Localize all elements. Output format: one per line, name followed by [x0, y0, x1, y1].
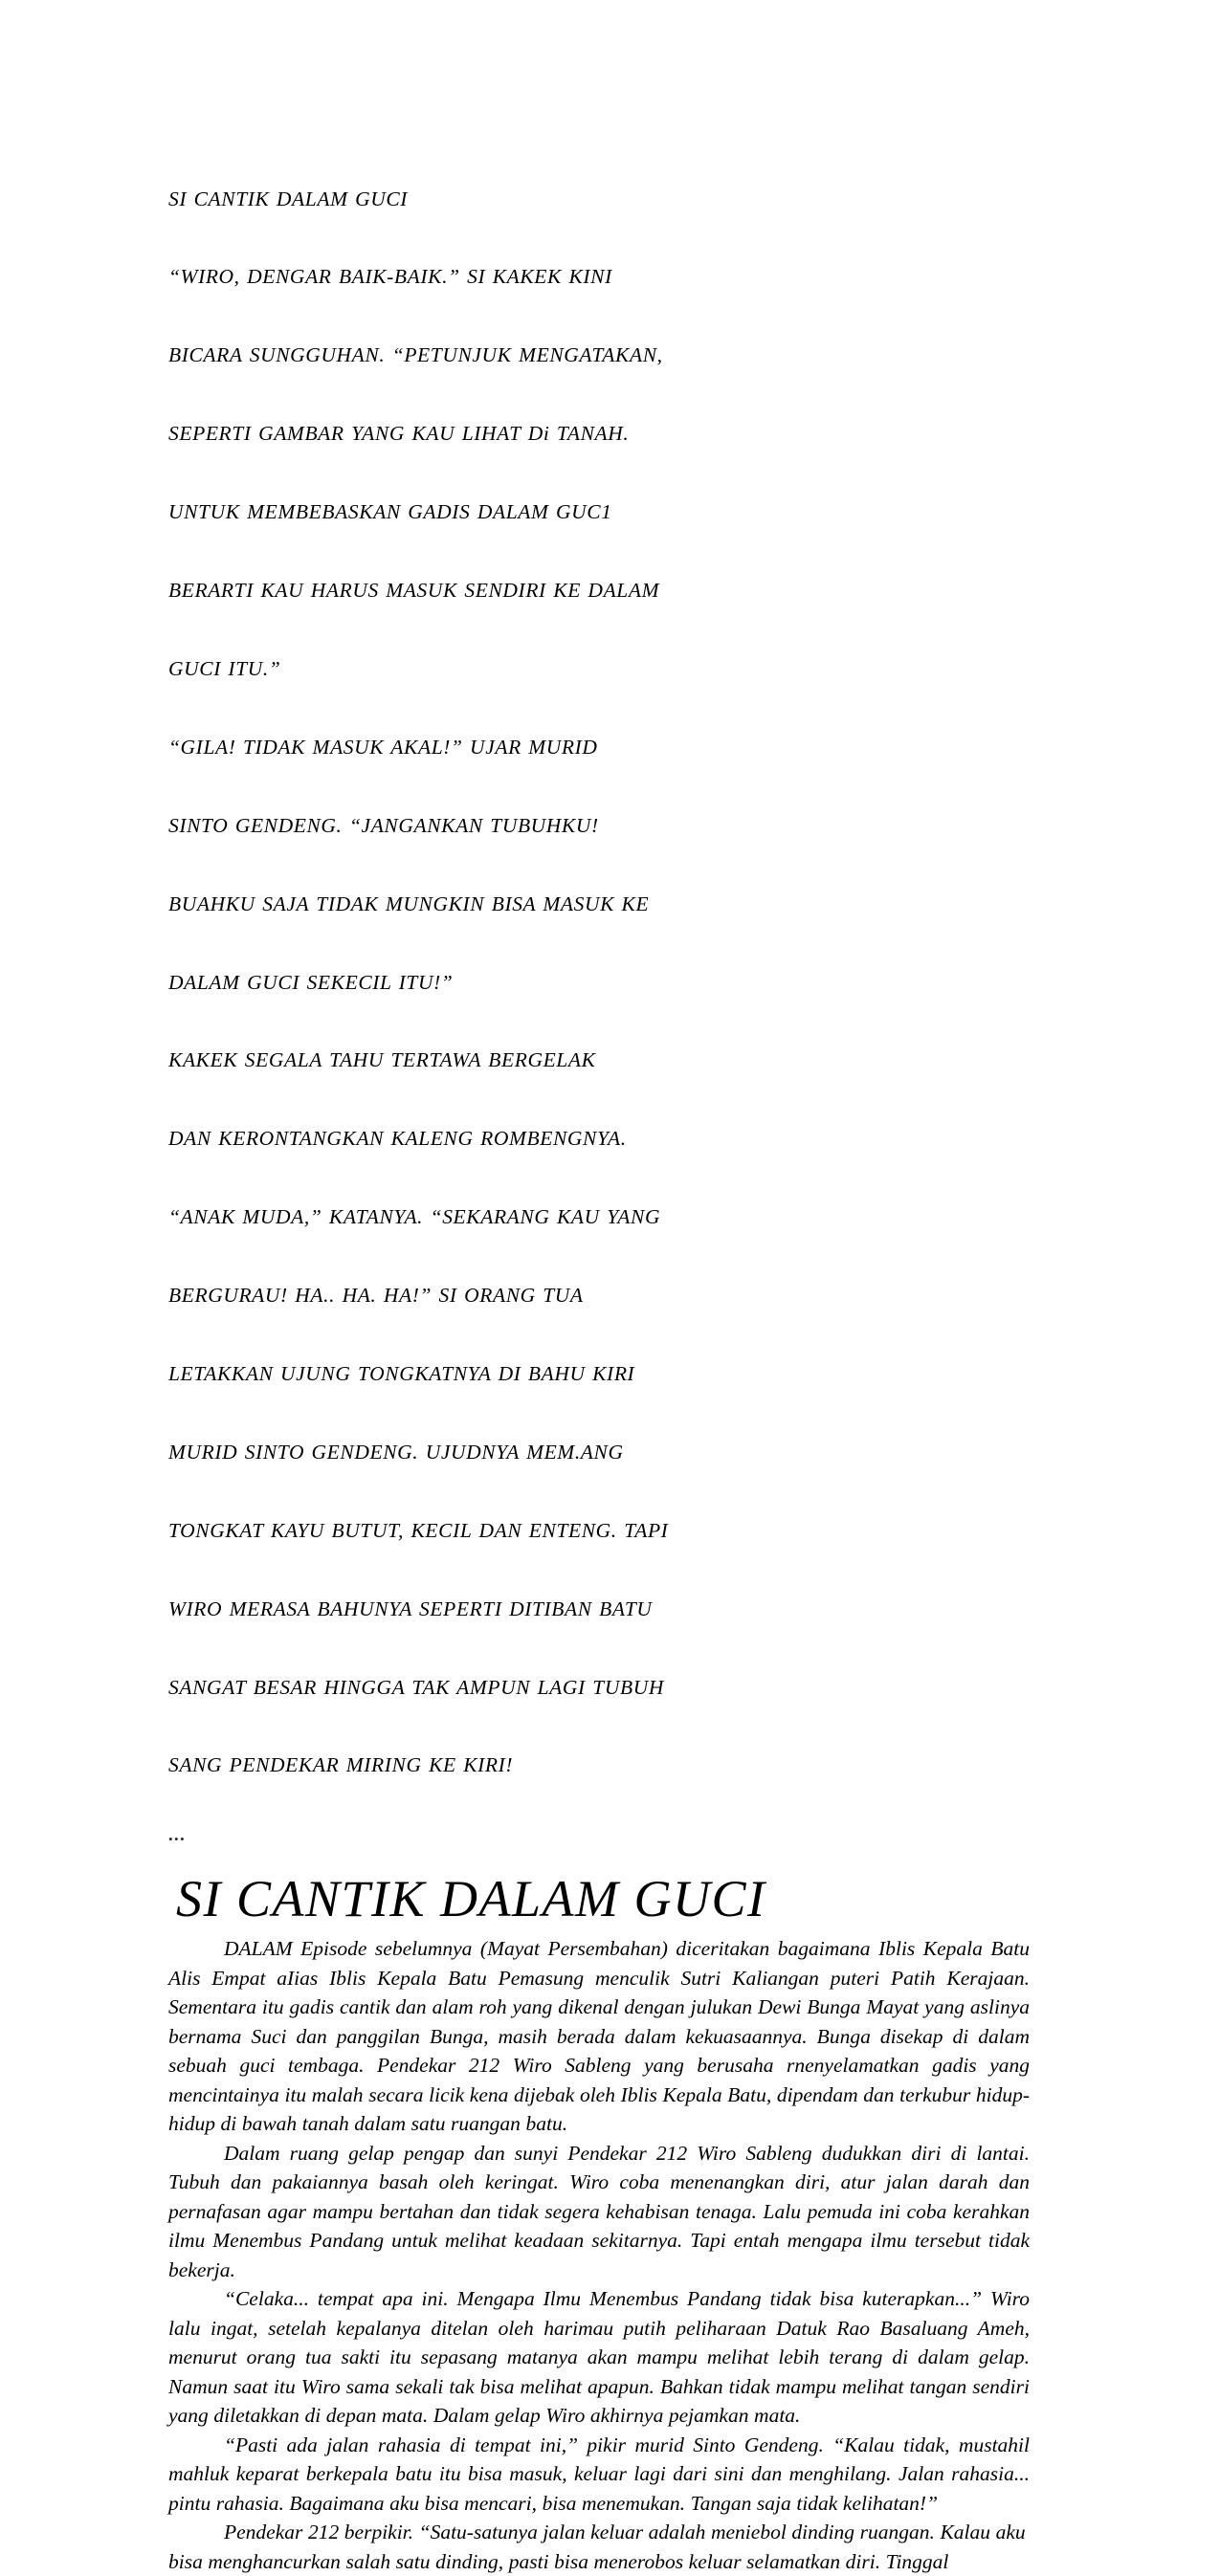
excerpt-line: “WIRO, DENGAR BAIK-BAIK.” SI KAKEK KINI [168, 265, 612, 289]
excerpt-line: TONGKAT KAYU BUTUT, KECIL DAN ENTENG. TAPI [168, 1518, 669, 1542]
paragraph: “Celaka... tempat apa ini. Mengapa Ilmu Menembus Pandang tidak bisa kuterapkan...” Wiro lalu ingat, setelah kepalanya ditelan oleh harimau putih peliharaan Datuk Rao Basaluang Ameh, menurut orang tua sakti itu sepasang matanya akan mampu melihat lebih terang di dalam gelap. Namun saat itu Wiro sama sekali tak bisa melihat apapun. Bahkan tidak mampu melihat tangan sendiri yang diletakkan di depan mata. Dalam gelap Wiro akhirnya pejamkan mata. [168, 2287, 1030, 2428]
excerpt-line: LETAKKAN UJUNG TONGKATNYA DI BAHU KIRI [168, 1361, 635, 1385]
page-content [168, 134, 1030, 2576]
excerpt-line: UNTUK MEMBEBASKAN GADIS DALAM GUC1 [168, 500, 612, 524]
excerpt-line: SEPERTI GAMBAR YANG KAU LIHAT Di TANAH. [168, 422, 630, 446]
excerpt-line: BUAHKU SAJA TIDAK MUNGKIN BISA MASUK KE [168, 892, 650, 915]
body-text [168, 1934, 1030, 2576]
excerpt-line: BICARA SUNGGUHAN. “PETUNJUK MENGATAKAN, [168, 343, 663, 367]
excerpt-line: SINTO GENDENG. “JANGANKAN TUBUHKU! [168, 813, 599, 837]
excerpt-line: KAKEK SEGALA TAHU TERTAWA BERGELAK [168, 1048, 596, 1072]
excerpt-line: SANGAT BESAR HINGGA TAK AMPUN LAGI TUBUH [168, 1675, 664, 1699]
excerpt-line: SI CANTIK DALAM GUCI [168, 187, 409, 210]
paragraph: Pendekar 212 berpikir. “Satu-satunya jalan keluar adalah meniebol dinding ruangan. Kalau aku bisa menghancurkan salah satu dinding, pasti bisa menerobos keluar selamatkan diri. Tinggal [168, 2521, 1026, 2573]
section-separator: ••• [168, 1832, 187, 1847]
paragraph: “Pasti ada jalan rahasia di tempat ini,” pikir murid Sinto Gendeng. “Kalau tidak, mustahil mahluk keparat berkepala batu itu bisa masuk, keluar lagi dari sini dan menghilang. Jalan rahasia... pintu rahasia. Bagaimana aku bisa mencari, bisa menemukan. Tangan saja tidak kelihatan!” [168, 2433, 1030, 2515]
excerpt-line: GUCI ITU.” [168, 656, 281, 680]
excerpt-line: SANG PENDEKAR MIRING KE KIRI! [168, 1753, 514, 1777]
excerpt-line: BERARTI KAU HARUS MASUK SENDIRI KE DALAM [168, 579, 660, 603]
paragraph: Dalam ruang gelap pengap dan sunyi Pendekar 212 Wiro Sableng dudukkan diri di lantai. Tubuh dan pakaiannya basah oleh keringat. Wiro coba menenangkan diri, atur jalan darah dan pernafasan agar mampu bertahan dan tidak segera kehabisan tenaga. Lalu pemuda ini coba kerahkan ilmu Menembus Pandang untuk melihat keadaan sekitarnya. Tapi entah mengapa ilmu tersebut tidak bekerja. [168, 2141, 1030, 2281]
excerpt-line: MURID SINTO GENDENG. UJUDNYA MEM.ANG [168, 1440, 624, 1464]
excerpt-block [168, 134, 762, 1831]
excerpt-line: DALAM GUCI SEKECIL ITU!” [168, 970, 454, 994]
excerpt-line: WIRO MERASA BAHUNYA SEPERTI DITIBAN BATU [168, 1596, 653, 1620]
page-title: SI CANTIK DALAM GUCI [176, 1870, 766, 1928]
excerpt-line: DAN KERONTANGKAN KALENG ROMBENGNYA. [168, 1127, 627, 1151]
paragraph: DALAM Episode sebelumnya (Mayat Persembahan) diceritakan bagaimana Iblis Kepala Batu Alis Empat aIias Iblis Kepala Batu Pemasung menculik Sutri Kaliangan puteri Patih Kerajaan. Sementara itu gadis cantik dan alam roh yang dikenal dengan julukan Dewi Bunga Mayat yang aslinya bernama Suci dan panggilan Bunga, masih berada dalam kekuasaannya. Bunga disekap di dalam sebuah guci tembaga. Pendekar 212 Wiro Sableng yang berusaha rnenyelamatkan gadis yang mencintainya itu malah secara licik kena dijebak oleh Iblis Kepala Batu, dipendam dan terkubur hidup-hidup di bawah tanah dalam satu ruangan batu. [168, 1937, 1030, 2136]
excerpt-line: “ANAK MUDA,” KATANYA. “SEKARANG KAU YANG [168, 1205, 661, 1229]
excerpt-line: BERGURAU! HA.. HA. HA!” SI ORANG TUA [168, 1284, 584, 1308]
excerpt-line: “GILA! TIDAK MASUK AKAL!” UJAR MURID [168, 735, 598, 759]
